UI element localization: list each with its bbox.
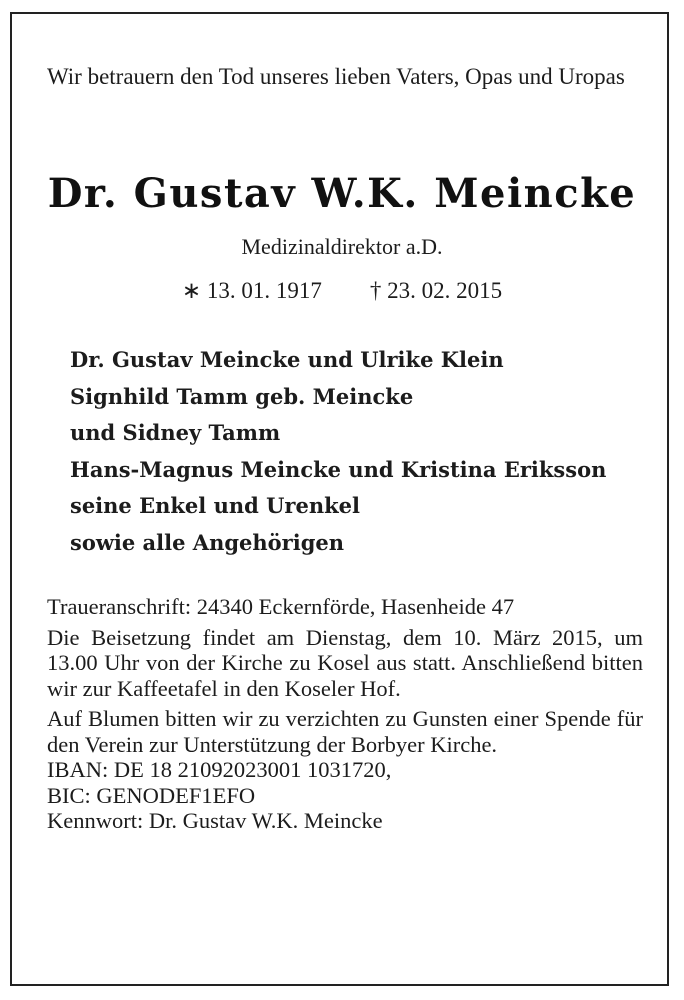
life-dates: [10, 278, 674, 304]
donation-request: Auf Blumen bitten wir zu verzichten zu Gunsten einer Spende für den Verein zur Unterstützung der Borbyer Kirche.: [47, 706, 643, 757]
mourner-line: und Sidney Tamm: [70, 420, 281, 446]
info-section: [47, 594, 643, 834]
mourner-line: seine Enkel und Urenkel: [70, 493, 361, 519]
birth-date: ∗ 13. 01. 1917: [181, 278, 322, 303]
mourner-line: Signhild Tamm geb. Meincke: [70, 383, 414, 409]
death-date: † 23. 02. 2015: [369, 278, 503, 303]
mourners-list: [70, 342, 660, 562]
deceased-title: Medizinaldirektor a.D.: [241, 234, 443, 259]
funeral-details: Die Beisetzung findet am Dienstag, dem 10. März 2015, um 13.00 Uhr von der Kirche zu Kosel aus statt. Anschließend bitten wir zur Kaffeetafel in den Koseler Hof.: [47, 624, 643, 701]
deceased-name: Dr. Gustav W.K. Meincke: [47, 170, 637, 217]
iban-line: IBAN: DE 18 21092023001 1031720,: [47, 757, 392, 782]
mourner-line: Dr. Gustav Meincke und Ulrike Klein: [70, 347, 504, 372]
mourning-address: Traueranschrift: 24340 Eckernförde, Hasenheide 47: [47, 594, 515, 619]
mourner-line: Hans-Magnus Meincke und Kristina Eriksson: [70, 456, 607, 482]
mourner-line: sowie alle Angehörigen: [70, 529, 345, 555]
bic-line: BIC: GENODEF1EFO: [47, 782, 256, 808]
kennwort-line: Kennwort: Dr. Gustav W.K. Meincke: [47, 808, 383, 833]
intro-text: Wir betrauern den Tod unseres lieben Vaters, Opas und Uropas: [47, 64, 625, 89]
